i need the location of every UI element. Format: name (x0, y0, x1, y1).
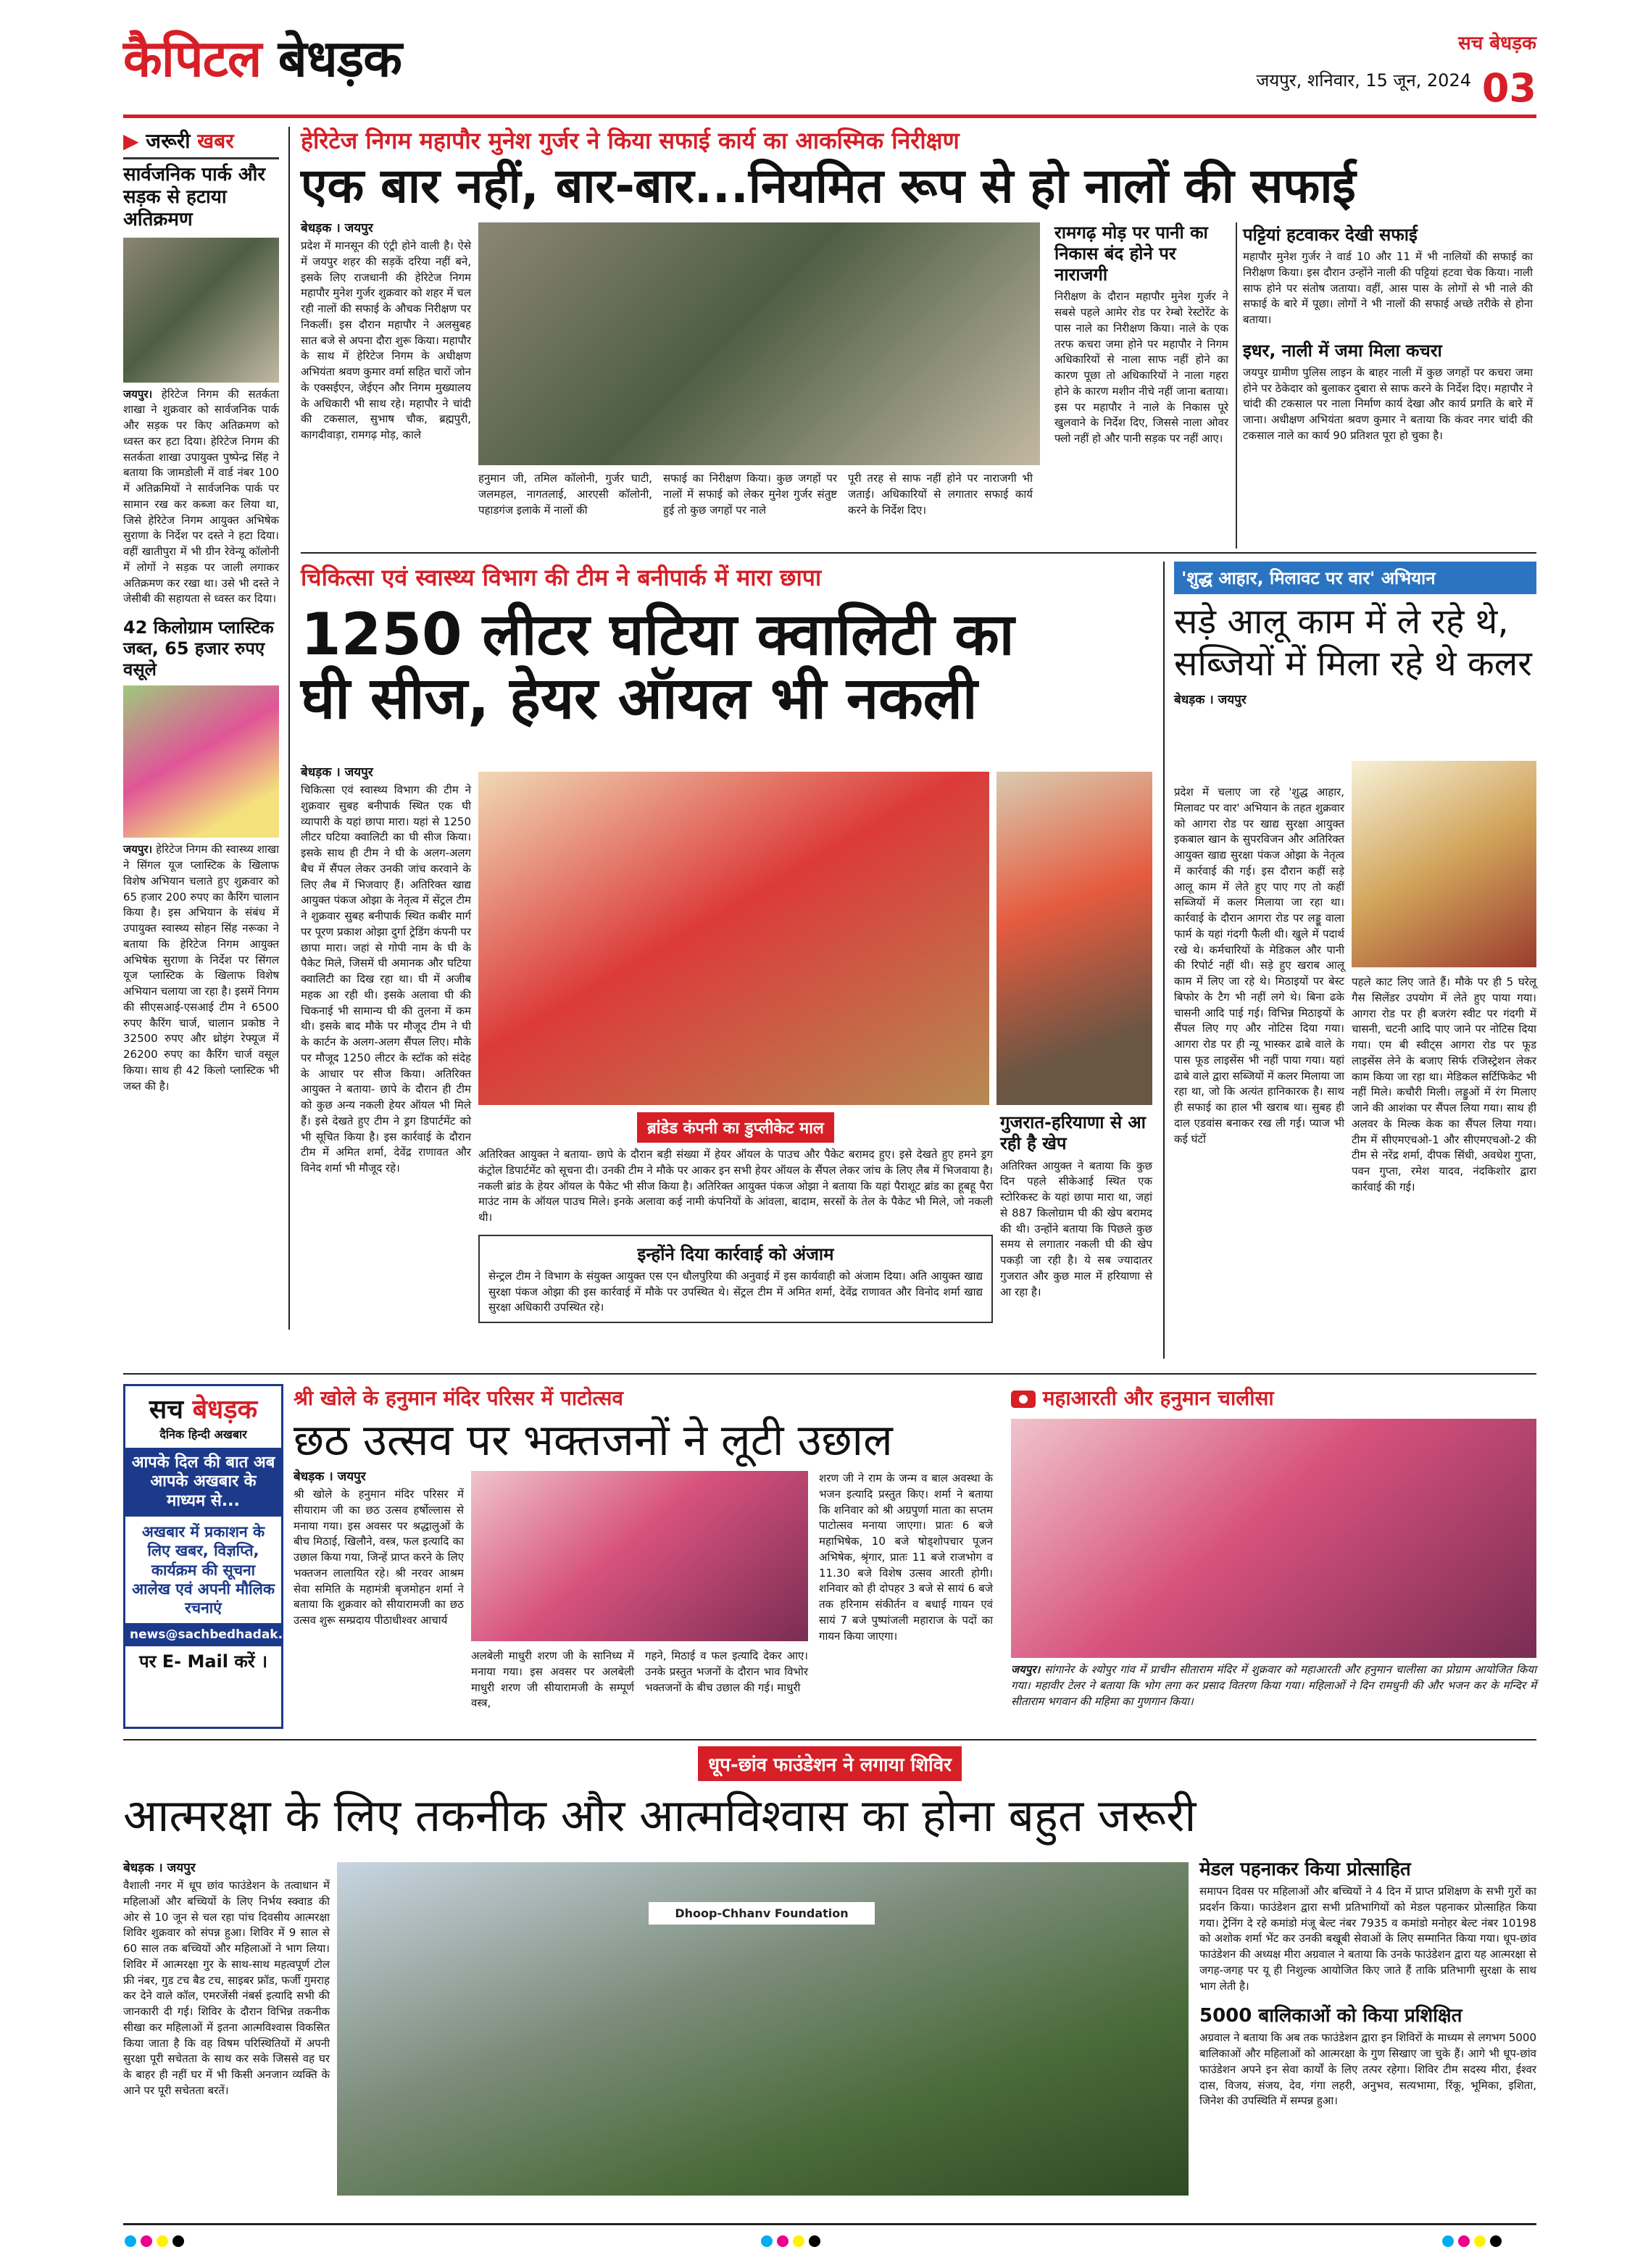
story-camp-side1-title: मेडल पहनाकर किया प्रोत्साहित (1199, 1859, 1411, 1880)
story-aarti-caption-dateline: जयपुर। (1011, 1663, 1041, 1676)
sidebar-divider (288, 127, 290, 1330)
story-nalon-body-col3: सफाई का निरीक्षण किया। कुछ जगहों पर नालों में सफाई को लेकर मुनेश गुर्जर संतुष्ट हुई तो कुछ जगहों पर नाले (663, 472, 837, 517)
promo-line2: अखबार में प्रकाशन के लिए खबर, विज्ञप्ति, कार्यक्रम की सूचना आलेख एवं अपनी मौलिक रचनाएं (132, 1523, 275, 1617)
story-ghee-byline: बेधड़क । जयपुर (301, 765, 373, 780)
sidebar-story2-text (123, 842, 279, 1094)
story-aarti-caption-text: सांगानेर के श्योपुर गांव में प्राचीन सीताराम मंदिर में शुक्रवार को महाआरती और हनुमान चालीसा का प्रोग्राम आयोजित किया गया। महावीर टेलर ने बताया कि भोग लगा कर प्रसाद वितरण किया गया। महिलाओं ने दिन रामधुनी की और भजन कर के मन्दिर में सीताराम भगवान की महिमा का गुणगान किया। (1011, 1663, 1536, 1708)
story-ghee-headline (301, 603, 1156, 730)
story-ghee-headline-line2: घी सीज, हेयर ऑयल भी नकली (301, 664, 978, 732)
promo-cta: पर E- Mail करें । (138, 1651, 268, 1672)
newspaper-title (123, 22, 401, 91)
promo-email: news@sachbedhadak.com (125, 1623, 281, 1646)
sidebar (123, 127, 279, 1326)
story-aloo-headline: सड़े आलू काम में ले रहे थे, सब्जियों में मिला रहे थे कलर (1174, 601, 1532, 684)
brand-word-1: कैपिटल (123, 29, 262, 88)
magenta-dot (777, 2235, 788, 2247)
story-chhath-body-col4: शरण जी ने राम के जन्म व बाल अवस्था के भजन इत्यादि प्रस्तुत किए। शर्मा ने बताया कि शनिवार को श्री अग्रपुर्णा माता का सप्तम पाटोत्सव मनाया जाएगा। प्रातः 6 बजे महाभिषेक, 10 बजे षोड्शोपचार पूजन अभिषेक, श्रृंगार, प्रातः 11 बजे राजभोग व 11.30 बजे विशेष उत्सव आरती होगी। शनिवार को ही दोपहर 3 बजे से सायं 6 बजे तक हरिनाम संकीर्तन व बधाई गायन एवं सायं 7 बजे पुष्पांजली महाराज के पदों का गायन किया जाएगा। (819, 1472, 993, 1643)
story-aarti-photo (1011, 1419, 1536, 1658)
story-aarti (1011, 1384, 1536, 1725)
story-nalon-kicker: हेरिटेज निगम महापौर मुनेश गुर्जर ने किया सफाई कार्य का आकस्मिक निरीक्षण (301, 127, 960, 154)
story-ghee (301, 562, 1156, 1366)
story-nalon (301, 125, 1536, 552)
yellow-dot (1474, 2235, 1486, 2247)
sidebar-story2-dateline: जयपुर। (123, 843, 153, 856)
print-dots-center (761, 2235, 825, 2250)
row1-divider (301, 552, 1536, 554)
story-nalon-body-col2: हनुमान जी, तमिल कॉलोनी, गुर्जर घाटी, जलमहल, नागतलाई, आरएसी कॉलोनी, पहाडगंज इलाके में नालों की (478, 472, 652, 517)
footer-rule (123, 2223, 1536, 2225)
story-chhath-body-col1: श्री खोले के हनुमान मंदिर परिसर में सीयाराम जी का छठ उत्सव हर्षोल्लास से मनाया गया। इस अवसर पर श्रद्धालुओं के बीच मिठाई, खिलौने, वस्त्र, फल इत्यादि का उछाल किया गया, जिन्हें प्राप्त करने के लिए भक्तजन लालायित रहे। श्री नरवर आश्रम सेवा समिति के महामंत्री बृजमोहन शर्मा ने बताया कि शुक्रवार को सीयारामजी का छठ उत्सव शुरू सम्प्रदाय पीठाधीश्वर आचार्य (294, 1488, 464, 1627)
story-aloo-body-col1: प्रदेश में चलाए जा रहे 'शुद्ध आहार, मिलावट पर वार' अभियान के तहत शुक्रवार को आगरा रोड पर खाद्य सुरक्षा आयुक्त इकबाल खान के सुपरविजन और अतिरिक्त आयुक्त खाद्य सुरक्षा पंकज ओझा के नेतृत्व में कार्रवाई की गई। इस दौरान कहीं सड़े आलू काम में लेते हुए पाए गए तो कहीं सब्जियों में कलर मिलाया जा रहा था। कार्रवाई के दौरान आगरा रोड पर लड्डू वाला फार्म के यहां गंदगी फैली थी। खुले में पदार्थ रखे थे। कर्मचारियों के मेडिकल और पानी की रिपोर्ट नहीं थी। सड़े हुए खराब आलू काम में लिए जा रहे थे। मिठाइयों पर बेस्ट बिफोर के टैग भी नहीं लगे थे। बिना ढके चासनी आदि पाई गई। विभिन्न मिठाइयों के सैंपल लिए गए और नोटिस दिया गया। आगरा रोड पर ही न्यू भास्कर ढाबे वाले के पास फूड लाइसेंस भी नहीं पाया गया। यहां ढाबे वाले द्वारा सब्जियों में कलर मिलाया जा रहा था, जो कि अत्यंत हानिकारक है। साथ ही सफाई का हाल भी खराब था। सुबह ही दाल एडवांस बनाकर रख ली गई। प्याज भी कई घंटों (1174, 785, 1344, 1146)
sidebar-label-word: खबर (197, 129, 234, 153)
story-camp-headline: आत्मरक्षा के लिए तकनीक और आत्मविश्वास का होना बहुत जरूरी (123, 1789, 1197, 1842)
story-aloo (1174, 562, 1536, 1366)
story-nalon-headline: एक बार नहीं, बार-बार...नियमित रूप से हो नालों की सफाई (301, 158, 1356, 214)
story-ghee-inset-title: ब्रांडेड कंपनी का डुप्लीकेट माल (637, 1112, 834, 1143)
story-chhath-body-col3: गहने, मिठाई व फल इत्यादि देकर आए। उनके प्रस्तुत भजनों के दौरान भाव विभोर भक्तजनों के बीच उछाल की गई। माधुरी (645, 1649, 808, 1694)
story-camp-side (1199, 1855, 1536, 2109)
story-camp-text-col (123, 1859, 330, 2099)
story-nalon-byline: बेधड़क । जयपुर (301, 221, 373, 235)
sidebar-story1-text (123, 387, 279, 608)
page-number: 03 (1481, 65, 1536, 111)
story-ghee-side-body: अतिरिक्त आयुक्त ने बताया कि कुछ दिन पहले सीकेआई स्थित एक स्टोरिकस्ट के यहां छापा मारा था, जहां से 887 किलोग्राम घी की खेप बरामद की थी। उन्होंने बताया कि पिछले कुछ समय से लगातार नकली घी की खेप पकड़ी जा रही है। ये सब ज्यादातर गुजरात और कुछ माल में हरियाणा से आ रहा है। (1000, 1159, 1152, 1298)
story-nalon-side1-body: निरीक्षण के दौरान महापौर मुनेश गुर्जर ने सबसे पहले आमेर रोड पर रेम्बो रेस्टोरेंट के पास नाले का निरीक्षण किया। नाले के एक तरफ कचरा जमा होने पर महापौर ने निगम अधिकारियों से नाला साफ नहीं होने का कारण पूछा तो अधिकारियों ने नाला गहरा होने के कारण मशीन नीचे नहीं जाना बताया। इस पर महापौर ने नाले के निकास पूरे खुलवाने के निर्देश दिए, जिससे नाला ओवर फ्लो नहीं हो और पानी सड़क पर नहीं आए। (1054, 290, 1228, 446)
story-ghee-headline-line1: 1250 लीटर घटिया क्वालिटी का (301, 601, 1015, 668)
story-aloo-byline: बेधड़क । जयपुर (1174, 693, 1247, 708)
story-camp-side2-title: 5000 बालिकाओं को किया प्रशिक्षित (1199, 2005, 1462, 2027)
story-nalon-side3-body: जयपुर ग्रामीण पुलिस लाइन के बाहर नाली में कुछ जगहों पर कचरा जमा होने पर ठेकेदार को बुलाकर दुबारा से साफ करने के निर्देश दिए। महापौर ने चांदी की टकसाल पर नाला निर्माण कार्य देखा और कार्य प्रगति के बारे में जाना। अधीक्षण अभियंता श्रवण कुमार ने बताया कि कंवर नगर चांदी की टकसाल नाले का कार्य 90 प्रतिशत पूरा हो चुका है। (1243, 365, 1533, 442)
story-chhath-headline: छठ उत्सव पर भक्तजनों ने लूटी उछाल (294, 1415, 893, 1466)
story-aloo-body-col2: पहले काट लिए जाते हैं। मौके पर ही 5 घरेलू गैस सिलेंडर उपयोग में लेते हुए पाया गया। आगरा रोड पर ही बजरंग स्वीट पर गंदगी में चासनी, चटनी आदि पाए जाने पर नोटिस दिया गया। एम बी स्वीट्स आगरा रोड पर फूड लाइसेंस लेने के बजाए सिर्फ रजिस्ट्रेशन लेकर काम किया जा रहा था। मेडिकल सर्टिफिकेट भी नहीं मिले। कचौरी मिली। लड्डुओं में रंग मिलाए जाने की आशंका पर सैंपल लिया गया। साथ ही अलवर के मिल्क केक का सैंपल लिया गया। टीम में सीएमएचओ-1 और सीएमएचओ-2 की टीम से नरेंद्र शर्मा, दीपक सिंधी, अवधेश गुप्ता, पवन गुप्ता, रमेश यादव, नंदकिशोर द्वारा कार्रवाई की गई। (1352, 975, 1536, 1193)
story-nalon-side3-title: इधर, नाली में जमा मिला कचरा (1243, 340, 1442, 361)
story-aloo-photo (1352, 761, 1536, 967)
sidebar-label (123, 127, 279, 159)
row2-divider (123, 1373, 1536, 1375)
story-ghee-inset (478, 1112, 993, 1323)
story-ghee-action-box (478, 1235, 993, 1323)
sidebar-story2-title: 42 किलोग्राम प्लास्टिक जब्त, 65 हजार रुपए वसूले (123, 617, 274, 680)
story-camp-body: वैशाली नगर में धूप छांव फाउंडेशन के तत्वाधान में महिलाओं और बच्चियों के लिए निर्भय स्क्वाड की ओर से 10 जून से चल रहा पांच दिवसीय आत्मरक्षा शिविर शुक्रवार को संपन्न हुआ। शिविर में 9 साल से 60 साल तक बच्चियों और महिलाओं ने भाग लिया। शिविर में आत्मरक्षा गुर के साथ-साथ महत्वपूर्ण टोल फ्री नंबर, गुड टच बैड टच, साइबर फ्रॉड, फर्जी गुमराह कर देने वाले कॉल, एमरजेंसी नंबर्स इत्यादि सभी की जानकारी दी गई। शिविर के दौरान विभिन्न तकनीक सीखा कर महिलाओं में इतना आत्मविश्वास विकसित किया जाता है कि वह विषम परिस्थितियों में अपनी सुरक्षा पूरी सचेतता के साथ कर सके जिससे वह घर के बाहर ही नहीं घर में भी किसी अनजान व्यक्ति के आने पर पूरी सचेतता बरतें। (123, 1879, 330, 2097)
story-aarti-caption (1011, 1662, 1536, 1709)
story-nalon-side-divider (1236, 222, 1237, 549)
story-chhath-byline: बेधड़क । जयपुर (294, 1469, 366, 1484)
promo-subtitle: दैनिक हिन्दी अखबार (159, 1427, 247, 1441)
story-aloo-label: 'शुद्ध आहार, मिलावट पर वार' अभियान (1174, 562, 1536, 594)
story-ghee-side-title: गुजरात-हरियाणा से आ रही है खेप (1000, 1112, 1146, 1154)
sidebar-story2-body: हेरिटेज निगम की स्वास्थ्य शाखा ने सिंगल यूज प्लास्टिक के खिलाफ विशेष अभियान चलाते हुए शुक्रवार को 65 हजार 200 रुपए का कैरिंग चालान किया है। इस अभियान के संबंध में उपायुक्त स्वास्थ्य सोहन सिंह नरूका ने बताया कि हेरिटेज निगम आयुक्त अभिषेक सुराणा के निर्देश पर सिंगल यूज प्लास्टिक के खिलाफ विशेष अभियान चलाया जा रहा है। इसमें निगम की सीएसआई-एसआई टीम ने 6500 रुपए कैरिंग चार्ज, चालान प्रकोष्ठ ने 32500 रुपए और थ्रोइंग रेफ्यूज में 26200 रुपए का कैरिंग चार्ज वसूल किया। साथ ही 42 किलो प्लास्टिक भी जब्त की है। (123, 843, 279, 1093)
story-nalon-body-col1: प्रदेश में मानसून की एंट्री होने वाली है। ऐसे में जयपुर शहर की सड़कें दरिया नहीं बने, इसके लिए राजधानी की हेरिटेज निगम महापौर मुनेश गुर्जर शुक्रवार को शहर में चल रही नालों की सफाई के औचक निरीक्षण पर निकलीं। इस दौरान महापौर ने अलसुबह सात बजे से अपना दौरा शुरू किया। महापौर के साथ में हेरिटेज निगम के अधीक्षण अभियंता श्रवण कुमार वर्मा सहित चारों जोन के एक्सईएन, जेईएन और निगम मुख्यालय के अधिकारी भी साथ रहे। महापौर ने चांदी की टकसाल, सुभाष चौक, ब्रह्मपुरी, कागदीवाड़ा, रामगढ़ मोड़, काले (301, 239, 471, 441)
story-ghee-inset-body: अतिरिक्त आयुक्त ने बताया- छापे के दौरान बड़ी संख्या में हेयर ऑयल के पाउच और पैकेट बरामद हुए। इसे देखते हुए हमने ड्रग कंट्रोल डिपार्टमेंट को सूचना दी। उनकी टीम ने मौके पर आकर इन सभी हेयर ऑयल के सैंपल लेकर जांच के लिए लैब में भिजवाया है। नकली ब्रांड के हेयर ऑयल के पैकेट भी सीज किया है। अतिरिक्त आयुक्त पंकज ओझा ने बताया कि यहां पैराशूट ब्रांड का हूबहू पैरा माउंट नाम के ऑयल पाउच मिले। इनके अलावा कई नामी कंपनियों के आंवला, बादाम, सरसों के तेल के पैकेट भी मिले, जो नकली थी। (478, 1148, 993, 1224)
story-chhath-body-col2: अलबेली माधुरी शरण जी के सानिध्य में मनाया गया। इस अवसर पर अलबेली माधुरी शरण जी सीयारामजी के सम्पूर्ण वस्त्र, (471, 1649, 634, 1710)
promo-brand-word-2: बेधड़क (192, 1395, 258, 1425)
tagline: सच बेधड़क (1458, 33, 1536, 54)
cyan-dot (761, 2235, 773, 2247)
camera-icon (1011, 1391, 1036, 1408)
row3-divider (123, 1739, 1536, 1740)
story-camp-byline: बेधड़क । जयपुर (123, 1861, 196, 1875)
story-camp-banner: Dhoop-Chhanv Foundation (649, 1902, 875, 1925)
sidebar-story2-photo (123, 685, 279, 838)
story-ghee-side (1000, 1112, 1152, 1300)
promo-box (123, 1384, 312, 1729)
story-nalon-side1 (1054, 222, 1228, 447)
story-nalon-photo (478, 222, 1040, 465)
sidebar-story1-body: हेरिटेज निगम की सतर्कता शाखा ने शुक्रवार को सार्वजनिक पार्क और सड़क पर किए अतिक्रमण को ध्वस्त कर हटा दिया। हेरिटेज निगम की सतर्कता शाखा उपायुक्त पुष्पेन्द्र सिंह ने बताया कि जामडोली में वार्ड नंबर 100 में अतिक्रमियों ने सार्वजनिक पार्क पर सामान रख कर कब्जा कर लिया था, जिसे हेरिटेज निगम आयुक्त अभिषेक सुराणा के निर्देश पर दस्ते ने हटा दिया। वहीं खातीपुरा में भी ग्रीन रेवेन्यू कॉलोनी में लोगों ने सड़क पर जाली लगाकर अतिक्रमण कर रखा था। उसे भी दस्ते ने जेसीबी की सहायता से ध्वस्त कर दिया। (123, 387, 279, 606)
story-nalon-side2 (1243, 222, 1533, 444)
story-chhath-photo (471, 1471, 808, 1641)
story-chhath (294, 1384, 993, 1725)
story-camp (123, 1746, 1536, 2217)
story-aarti-label-text: महाआरती और हनुमान चालीसा (1042, 1386, 1274, 1410)
promo-line1: आपके दिल की बात अब आपके अखबार के माध्यम से... (125, 1448, 281, 1517)
black-dot (809, 2235, 820, 2247)
story-camp-kicker: धूप-छांव फाउंडेशन ने लगाया शिविर (698, 1746, 962, 1781)
story-nalon-text-col (301, 219, 471, 443)
story-camp-photo (337, 1862, 1189, 2196)
sidebar-story1-title: सार्वजनिक पार्क और सड़क से हटाया अतिक्रमण (123, 164, 265, 231)
story-nalon-side2-body: महापौर मुनेश गुर्जर ने वार्ड 10 और 11 में भी नालियों की सफाई का निरीक्षण किया। इस दौरान उन्होंने नाली की पट्टियां हटवा चेक किया। नाली साफ होने पर संतोष जताया। वहीं, आस पास के लोगों से भी नाले की सफाई के बारे में पूछा। लोगों ने भी नालों की सफाई अच्छे तरीके से होना बताया। (1243, 250, 1533, 326)
story-ghee-photo-main (478, 772, 989, 1105)
magenta-dot (141, 2235, 152, 2247)
story-ghee-photo-side (996, 772, 1152, 1105)
yellow-dot (157, 2235, 168, 2247)
story-nalon-side1-title: रामगढ़ मोड़ पर पानी का निकास बंद होने पर नाराजगी (1054, 222, 1208, 285)
cyan-dot (1442, 2235, 1454, 2247)
yellow-dot (793, 2235, 804, 2247)
print-dots-left (125, 2235, 188, 2250)
story-chhath-text-col (294, 1467, 464, 1629)
story-camp-side1-body: समापन दिवस पर महिलाओं और बच्चियों ने 4 दिन में प्राप्त प्रशिक्षण के सभी गुरों का प्रदर्शन किया। फाउंडेशन द्वारा सभी प्रतिभागियों को मेडल पहनाकर प्रोत्साहित किया गया। ट्रेनिंग दे रहे कमांडो मंजू बेल्ट नंबर 7935 व कमांडो मनोहर बेल्ट नंबर 10198 को अशोक शर्मा भेंट कर उनकी बखूबी सेवाओं के लिए सम्मानित किया गया। धूप-छांव फाउंडेशन की अध्यक्ष मीरा अग्रवाल ने बताया कि उनके फाउंडेशन द्वारा यह आत्मरक्षा से जगह-जगह पर यू ही निशुल्क आयोजित किए जाते हैं ताकि प्रतिभागी सुरक्षा के साथ भाग लेती है। (1199, 1885, 1536, 1993)
black-dot (172, 2235, 184, 2247)
story-ghee-action-body: सेन्ट्रल टीम ने विभाग के संयुक्त आयुक्त एस एन धौलपुरिया की अनुवाई में इस कार्यवाही को अंजाम दिया। अति आयुक्त खाद्य सुरक्षा पंकज ओझा की इस कार्रवाई में मौके पर उपस्थित थे। सेंट्रल टीम में अमित शर्मा, देवेंद्र राणावत और विनोद शर्मा खाद्य सुरक्षा अधिकारी उपस्थित रहे। (488, 1269, 983, 1314)
ghee-aloo-divider (1163, 562, 1165, 1359)
story-chhath-kicker: श्री खोले के हनुमान मंदिर परिसर में पाटोत्सव (294, 1386, 623, 1410)
story-aarti-label (1011, 1384, 1536, 1412)
sidebar-label-triangle-icon: ▶ (123, 129, 139, 153)
story-camp-side2-body: अग्रवाल ने बताया कि अब तक फाउंडेशन द्वारा इन शिविरों के माध्यम से लगभग 5000 बालिकाओं और महिलाओं को आत्मरक्षा के गुण सिखाए जा चुके हैं। आगे भी धूप-छांव फाउंडेशन अपने इन सेवा कार्यों के लिए तत्पर रहेगा। शिविर टीम सदस्य मीरा, ईश्वर दास, विजय, संजय, देव, गंगा लहरी, अनुभव, सत्यभामा, रिंकू, भूमिका, इशिता, जिनेश की उपस्थिति में सम्पन्न हुआ। (1199, 2031, 1536, 2108)
brand-word-2: बेधड़क (278, 29, 401, 88)
masthead (123, 22, 1536, 109)
promo-brand (125, 1391, 281, 1426)
issue-date: जयपुर, शनिवार, 15 जून, 2024 (1256, 70, 1471, 91)
promo-brand-word-1: सच (149, 1395, 184, 1425)
story-ghee-text-col (301, 763, 471, 1177)
print-dots-right (1442, 2235, 1506, 2250)
story-ghee-kicker: चिकित्सा एवं स्वास्थ्य विभाग की टीम ने बनीपार्क में मारा छापा (301, 564, 822, 591)
story-ghee-action-title: इन्होंने दिया कार्रवाई को अंजाम (637, 1243, 834, 1264)
masthead-rule (123, 114, 1536, 118)
sidebar-story1-dateline: जयपुर। (123, 387, 153, 401)
story-nalon-body-col4: पूरी तरह से साफ नहीं होने पर नाराजगी भी जताई। अधिकारियों से लगातार सफाई कार्य करने के निर्देश दिए। (848, 472, 1033, 517)
magenta-dot (1458, 2235, 1470, 2247)
story-ghee-body: चिकित्सा एवं स्वास्थ्य विभाग की टीम ने शुक्रवार सुबह बनीपार्क स्थित एक घी व्यापारी के यहां छापा मारा। यहां से 1250 लीटर घटिया क्वालिटी का घी सीज किया। इसके साथ ही टीम ने घी के अलग-अलग बैच में सैंपल लेकर उनकी जांच करवाने के लिए लैब में भिजवाए हैं। अतिरिक्त खाद्य आयुक्त पंकज ओझा के नेतृत्व में सेंट्रल टीम ने शुक्रवार सुबह बनीपार्क स्थित कबीर मार्ग पर पूरण प्रकाश ओझा दुर्गा ट्रेडिंग कंपनी पर छापा मारा। जहां से गोपी नाम के घी के पैकेट मिले, जिसमें घी अमानक और घटिया क्वालिटी का दिख रहा था। घी में अजीब महक आ रही थी। इसके अलावा घी की चिकनाई भी सामान्य घी की तुलना में कम थी। इसके बाद मौके पर मौजूद टीम ने घी के कार्टन के अलग-अलग सैंपल लिए। मौके पर मौजूद 1250 लीटर के स्टॉक को संदेह के आधार पर सीज किया। अतिरिक्त आयुक्त ने बताया- छापे के दौरान ही टीम को कुछ अन्य नकली हेयर ऑयल भी मिले हैं। इसे देखते हुए टीम ने ड्रग डिपार्टमेंट को भी सूचित किया है। इस कार्रवाई के दौरान टीम में अमित शर्मा, देवेंद्र राणावत और विनेद शर्मा भी मौजूद रहे। (301, 783, 471, 1175)
cyan-dot (125, 2235, 136, 2247)
sidebar-story1-photo (123, 238, 279, 383)
black-dot (1490, 2235, 1502, 2247)
story-nalon-side2-title: पट्टियां हटवाकर देखी सफाई (1243, 225, 1418, 245)
sidebar-label-prefix: जरूरी (146, 129, 191, 153)
